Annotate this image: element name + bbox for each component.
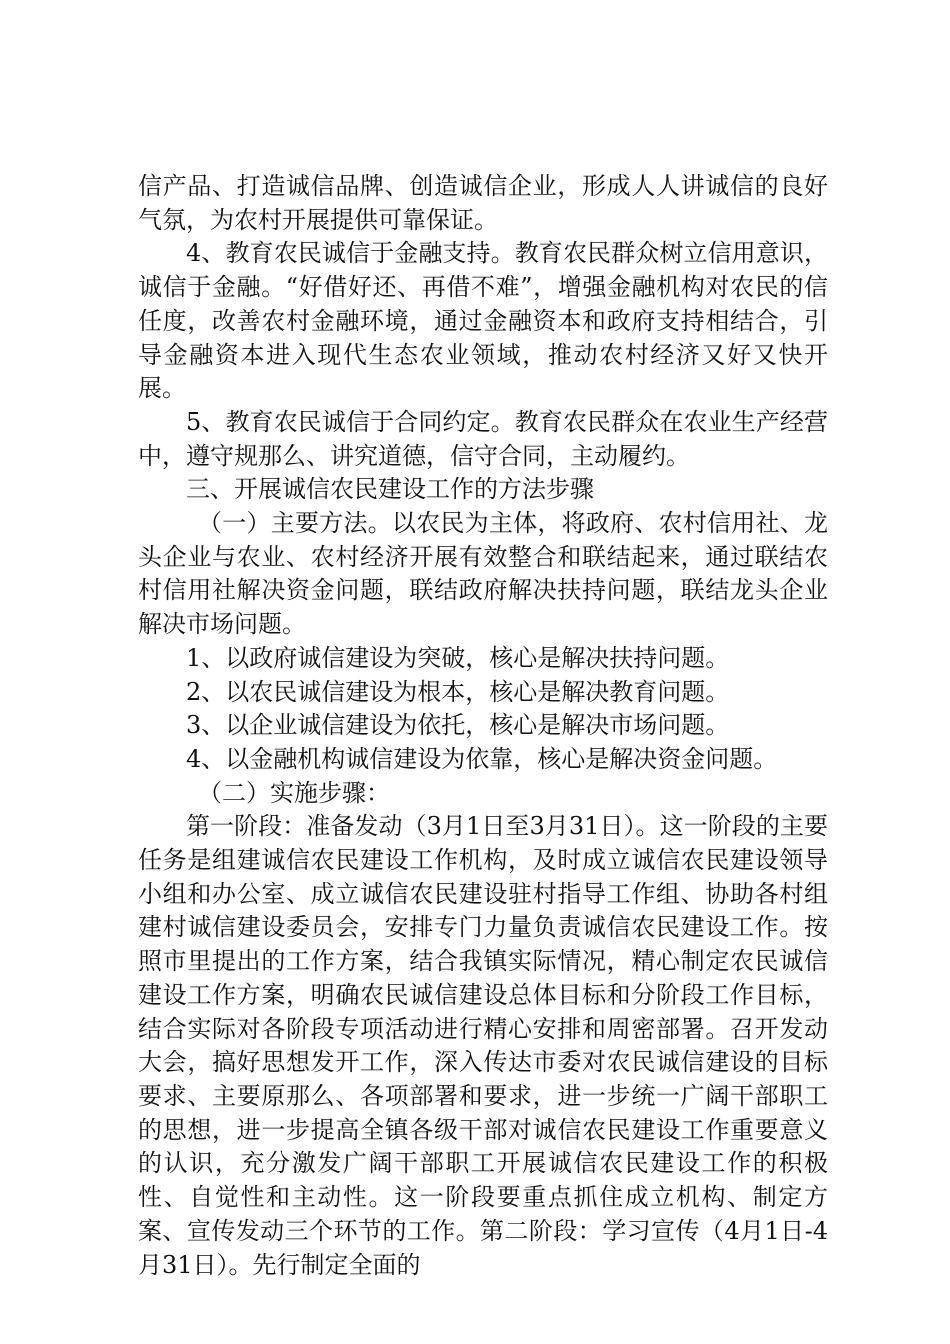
paragraph-main-method: （一）主要方法。以农民为主体，将政府、农村信用社、龙头企业与农业、农村经济开展有效整合和联结起来，通过联结农村信用社解决资金问题，联结政府解决扶持问题，联结龙头企业解决市场问题。 — [138, 509, 828, 639]
paragraph-stage-one: 第一阶段：准备发动（3月1日至3月31日）。这一阶段的主要任务是组建诚信农民建设工作机构，及时成立诚信农民建设领导小组和办公室、成立诚信农民建设驻村指导工作组、协助各村组建村诚信建设委员会，安排专门力量负责诚信农民建设工作。按照市里提出的工作方案，结合我镇实际情况，精心制定农民诚信建设工作方案，明确农民诚信建设总体目标和分阶段工作目标，结合实际对各阶段专项活动进行精心安排和周密部署。召开发动大会，搞好思想发开工作，深入传达市委对农民诚信建设的目标要求、主要原那么、各项部署和要求，进一步统一广阔干部职工的思想，进一步提高全镇各级干部对诚信农民建设工作重要意义的认识，充分激发广阔干部职工开展诚信农民建设工作的积极性、自觉性和主动性。这一阶段要重点抓住成立机构、制定方案、宣传发动三个环节的工作。第二阶段：学习宣传（4月1日-4月31日）。先行制定全面的 — [138, 812, 828, 1279]
subheading-steps: （二）实施步骤： — [198, 778, 390, 807]
paragraph-item-4: 4、教育农民诚信于金融支持。教育农民群众树立信用意识，诚信于金融。“好借好还、再借不难”，增强金融机构对农民的信任度，改善农村金融环境，通过金融资本和政府支持相结合，引导金融资本进入现代生态农业领域，推动农村经济又好又快开展。 — [138, 239, 828, 403]
document-body — [138, 170, 828, 1282]
paragraph-continuation: 信产品、打造诚信品牌、创造诚信企业，形成人人讲诚信的良好气氛，为农村开展提供可靠保证。 — [138, 172, 828, 234]
list-item-1: 1、以政府诚信建设为突破，核心是解决扶持问题。 — [186, 643, 730, 672]
list-item-2: 2、以农民诚信建设为根本，核心是解决教育问题。 — [186, 677, 730, 706]
section-heading-3: 三、开展诚信农民建设工作的方法步骤 — [186, 475, 594, 504]
list-item-3: 3、以企业诚信建设为依托，核心是解决市场问题。 — [186, 711, 730, 740]
paragraph-item-5: 5、教育农民诚信于合同约定。教育农民群众在农业生产经营中，遵守规那么、讲究道德，信守合同，主动履约。 — [138, 407, 828, 470]
list-item-4: 4、以金融机构诚信建设为依靠，核心是解决资金问题。 — [186, 744, 778, 773]
